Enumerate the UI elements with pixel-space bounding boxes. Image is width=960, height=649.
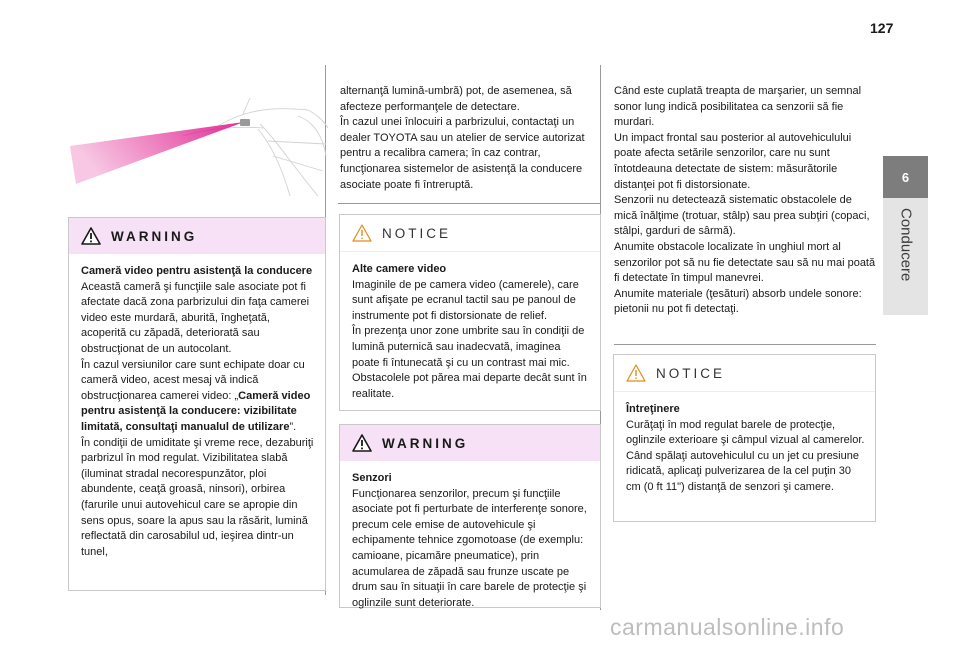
paragraph: Obstacolele pot părea mai departe decât sunt în realitate. (352, 372, 587, 400)
section-divider (614, 344, 876, 345)
notice-heading: Alte camere video (352, 263, 447, 275)
paragraph: Imaginile de pe camera video (camerele), care sunt afişate pe ecranul tactil sau pe panoul de instrumente pot fi distorsionate de relief. (352, 278, 579, 322)
warning-triangle-icon (81, 227, 101, 245)
paragraph: Anumite materiale (ţesături) absorb undele sonore: pietonii nu pot fi detectaţi. (614, 287, 862, 316)
paragraph: Anumite obstacole localizate în unghiul mort al senzorilor pot să nu fie detectate sau să nu mai poată fi detectate în timpul manevrei. (614, 240, 876, 285)
notice-triangle-icon (626, 364, 646, 382)
paragraph: Funcţionarea senzorilor, precum şi funcţiile asociate pot fi perturbate de interferenţe sonore, precum cele emise de autovehicule şi echipamente tehnice zgomotoase (de exemplu: camioane, picamăre pneumatice), prin acumularea de zăpadă sau frunze uscate pe drum sau în situaţii în care barele de protecţie şi oglinzile sunt deteriorate. (352, 487, 587, 609)
warning-triangle-icon (352, 434, 372, 452)
paragraph: În condiţii de umiditate şi vreme rece, dezaburiţi parbrizul în mod regulat. Vizibilitatea slabă (iluminat stradal necorespunzător, ploi abundente, ceaţă groasă, ninsori), orbirea (farurile unui autovehicul care se apropie din sens opus, soare la apus sau la răsărit, lumină reflectată din carosabilul ud, ieşirea dintr-un tunel, (81, 436, 314, 558)
paragraph: Când spălaţi autovehiculul cu un jet cu presiune ridicată, aplicaţi pulverizarea de la cel puţin 30 cm (0 ft 11") distanţă de senzori şi camere. (626, 449, 859, 493)
paragraph: Această cameră şi funcţiile sale asociate pot fi afectate dacă zona parbrizului din faţa camerei video este murdară, aburită, îngheţată, acoperită cu zăpadă, deteriorată sau obstrucţionat de un autocolant. (81, 280, 310, 355)
cameras-notice-box (339, 214, 601, 411)
camera-warning-heading: Cameră video pentru asistenţă la conducere (81, 265, 313, 277)
sensors-info-text (614, 84, 876, 318)
paragraph: În cazul versiunilor care sunt echipate doar cu cameră video, acest mesaj vă indică obstrucţionarea camerei video: „Cameră video pentru asistenţă la conducere: vizibilitate limitată, consultaţi manualul de utilizare”. (81, 358, 311, 433)
windshield-camera-illustration (68, 96, 328, 204)
notice-title: NOTICE (382, 225, 452, 241)
camera-warning-box (68, 217, 326, 591)
sensors-warning-box (339, 424, 601, 608)
notice-triangle-icon (352, 224, 372, 242)
camera-message: Cameră video pentru asistenţă la conducere: vizibilitate limitată, consultaţi manualul de utilizare (81, 389, 311, 433)
paragraph: În cazul unei înlocuiri a parbrizului, contactaţi un dealer TOYOTA sau un atelier de service autorizat pentru a recalibra camera; în caz contrar, funcţionarea sistemelor de asistenţă la conducere asociate poate fi întreruptă. (340, 116, 585, 191)
paragraph: Curăţaţi în mod regulat barele de protecţie, oglinzile exterioare şi câmpul vizual al camerelor. (626, 418, 865, 447)
page-number: 127 (870, 20, 894, 36)
watermark-logo: carmanualsonline.info (610, 614, 845, 640)
warning-title: WARNING (382, 435, 469, 451)
chapter-tab[interactable] (883, 156, 928, 315)
paragraph: Senzorii nu detectează sistematic obstacolele de mică înălţime (trotuar, stâlp) sau prea subţiri (copaci, stâlpi, garduri de sârmă). (614, 194, 870, 238)
warning-header (69, 218, 325, 254)
warning-header (340, 425, 600, 461)
continuation-text (340, 84, 595, 193)
notice-header (614, 355, 875, 392)
chapter-number: 6 (883, 156, 928, 198)
warning-title: WARNING (111, 228, 198, 244)
maintenance-heading: Întreţinere (626, 403, 680, 415)
chapter-label: Conducere (897, 208, 915, 282)
paragraph: alternanţă lumină-umbră) pot, de asemenea, să afecteze performanţele de detectare. (340, 85, 572, 113)
sensors-heading: Senzori (352, 472, 392, 484)
notice-header (340, 215, 600, 252)
notice-title: NOTICE (656, 365, 726, 381)
maintenance-notice-box (613, 354, 876, 522)
paragraph: Când este cuplată treapta de marşarier, un semnal sonor lung indică posibilitatea ca senzorii să fie murdari. (614, 85, 862, 129)
paragraph: În prezenţa unor zone umbrite sau în condiţii de lumină puternică sau inadecvată, imaginea poate fi întunecată şi cu un contrast mai mic. (352, 325, 585, 369)
paragraph: Un impact frontal sau posterior al autovehiculului poate afecta setările senzorilor, care nu sunt întotdeauna detectate de sistem: măsurătorile distanţei pot fi distorsionate. (614, 131, 852, 191)
section-divider (338, 203, 600, 204)
